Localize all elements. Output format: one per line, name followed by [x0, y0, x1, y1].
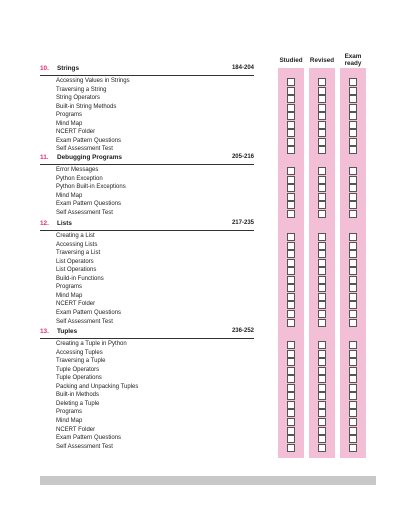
studied-checkbox[interactable] — [287, 242, 295, 250]
revised-checkbox[interactable] — [318, 146, 326, 154]
revised-checkbox[interactable] — [318, 350, 326, 358]
revised-checkbox[interactable] — [318, 310, 326, 318]
studied-checkbox[interactable] — [287, 392, 295, 400]
chapter-heading — [40, 65, 254, 76]
studied-checkbox[interactable] — [287, 444, 295, 452]
studied-checkbox[interactable] — [287, 293, 295, 301]
studied-checkbox[interactable] — [287, 375, 295, 383]
exam-ready-checkbox[interactable] — [349, 276, 357, 284]
revised-checkbox[interactable] — [318, 129, 326, 137]
topic-item: Python Built-in Exceptions — [56, 184, 126, 191]
revised-checkbox[interactable] — [318, 301, 326, 309]
studied-checkbox[interactable] — [287, 146, 295, 154]
exam-ready-checkbox[interactable] — [349, 176, 357, 184]
chapter-number: 12. — [40, 220, 49, 227]
studied-checkbox[interactable] — [287, 427, 295, 435]
revised-checkbox[interactable] — [318, 341, 326, 349]
revised-checkbox[interactable] — [318, 210, 326, 218]
exam-ready-checkbox[interactable] — [349, 401, 357, 409]
chapter-page-range: 184-204 — [231, 65, 254, 71]
chapter-heading — [40, 220, 254, 231]
exam-ready-checkbox[interactable] — [349, 129, 357, 137]
studied-checkbox[interactable] — [287, 301, 295, 309]
topic-item: Mind Map — [56, 417, 83, 424]
revised-checkbox[interactable] — [318, 104, 326, 112]
topic-item: Accessing Lists — [56, 241, 98, 248]
studied-checkbox[interactable] — [287, 78, 295, 86]
topic-item: NCERT Folder — [56, 129, 96, 136]
studied-checkbox[interactable] — [287, 401, 295, 409]
studied-checkbox[interactable] — [287, 276, 295, 284]
topic-item: Traversing a List — [56, 250, 101, 257]
exam-ready-checkbox[interactable] — [349, 444, 357, 452]
footer-bar — [40, 476, 376, 485]
exam-ready-checkbox[interactable] — [349, 267, 357, 275]
exam-ready-checkbox[interactable] — [349, 167, 357, 175]
topic-item: Mind Map — [56, 120, 83, 127]
exam-ready-checkbox[interactable] — [349, 121, 357, 129]
topic-item: Programs — [56, 409, 83, 416]
revised-checkbox[interactable] — [318, 184, 326, 192]
studied-checkbox[interactable] — [287, 409, 295, 417]
topic-item: NCERT Folder — [56, 301, 96, 308]
revised-checkbox[interactable] — [318, 319, 326, 327]
studied-checkbox[interactable] — [287, 259, 295, 267]
revised-checkbox[interactable] — [318, 233, 326, 241]
topic-item: Error Messages — [56, 167, 99, 173]
topic-item: Exam Pattern Questions — [56, 137, 122, 144]
topic-item: Built-in Methods — [56, 392, 100, 399]
studied-checkbox[interactable] — [287, 184, 295, 192]
chapter-title: Lists — [57, 220, 72, 227]
topic-item: Creating a Tuple in Python — [56, 341, 127, 347]
revised-checkbox[interactable] — [318, 293, 326, 301]
studied-checkbox[interactable] — [287, 435, 295, 443]
exam-ready-checkbox[interactable] — [349, 301, 357, 309]
exam-ready-checkbox[interactable] — [349, 350, 357, 358]
topic-item: Programs — [56, 112, 83, 119]
studied-checkbox[interactable] — [287, 418, 295, 426]
topic-item: Exam Pattern Questions — [56, 309, 122, 316]
studied-checkbox[interactable] — [287, 358, 295, 366]
revised-checkbox[interactable] — [318, 121, 326, 129]
exam-ready-checkbox[interactable] — [349, 242, 357, 250]
topic-item: Accessing Tuples — [56, 349, 103, 356]
exam-ready-checkbox[interactable] — [349, 358, 357, 366]
revised-checkbox[interactable] — [318, 193, 326, 201]
exam-ready-checkbox[interactable] — [349, 409, 357, 417]
topic-item: List Operators — [56, 258, 94, 265]
chapter-page-range: 236-252 — [231, 328, 254, 334]
topic-item: Tuple Operators — [56, 366, 100, 373]
topic-item: Built-in String Methods — [56, 103, 117, 110]
studied-checkbox[interactable] — [287, 367, 295, 375]
exam-ready-checkbox[interactable] — [349, 184, 357, 192]
revised-checkbox[interactable] — [318, 259, 326, 267]
topic-item: Traversing a Tuple — [56, 358, 106, 365]
exam-ready-checkbox[interactable] — [349, 138, 357, 146]
topic-item: Exam Pattern Questions — [56, 435, 122, 442]
revised-checkbox[interactable] — [318, 284, 326, 292]
chapter-page-range: 217-235 — [231, 220, 254, 226]
revised-checkbox[interactable] — [318, 392, 326, 400]
studied-checkbox[interactable] — [287, 250, 295, 258]
topic-item: List Operations — [56, 267, 97, 274]
studied-checkbox[interactable] — [287, 201, 295, 209]
exam-ready-checkbox[interactable] — [349, 193, 357, 201]
studied-checkbox[interactable] — [287, 138, 295, 146]
revised-checkbox[interactable] — [318, 409, 326, 417]
exam-ready-checkbox[interactable] — [349, 341, 357, 349]
chapter-number: 13. — [40, 328, 49, 335]
exam-ready-checkbox[interactable] — [349, 427, 357, 435]
studied-checkbox[interactable] — [287, 176, 295, 184]
topic-item: Self Assessment Test — [56, 146, 113, 153]
topic-item: Creating a List — [56, 233, 95, 239]
chapter-title: Strings — [57, 65, 80, 72]
topic-item: Self Assessment Test — [56, 318, 113, 325]
exam-ready-checkbox[interactable] — [349, 384, 357, 392]
chapter-number: 10. — [40, 65, 49, 72]
revised-checkbox[interactable] — [318, 242, 326, 250]
exam-ready-checkbox[interactable] — [349, 435, 357, 443]
revised-checkbox[interactable] — [318, 95, 326, 103]
topic-item: Traversing a String — [56, 86, 107, 93]
revised-checkbox[interactable] — [318, 112, 326, 120]
studied-checkbox[interactable] — [287, 284, 295, 292]
studied-checkbox[interactable] — [287, 121, 295, 129]
studied-checkbox[interactable] — [287, 350, 295, 358]
revised-checkbox[interactable] — [318, 138, 326, 146]
exam-ready-checkbox[interactable] — [349, 284, 357, 292]
topic-item: Python Exception — [56, 175, 103, 182]
chapter-title: Debugging Programs — [57, 154, 122, 161]
exam-ready-checkbox[interactable] — [349, 375, 357, 383]
topic-item: Mind Map — [56, 192, 83, 199]
revised-checkbox[interactable] — [318, 358, 326, 366]
studied-checkbox[interactable] — [287, 129, 295, 137]
studied-checkbox[interactable] — [287, 193, 295, 201]
studied-checkbox[interactable] — [287, 167, 295, 175]
revised-checkbox[interactable] — [318, 78, 326, 86]
chapter-number: 11. — [40, 154, 49, 161]
revised-checkbox[interactable] — [318, 401, 326, 409]
exam-ready-checkbox[interactable] — [349, 78, 357, 86]
studied-checkbox[interactable] — [287, 267, 295, 275]
revised-checkbox[interactable] — [318, 418, 326, 426]
topic-item: Programs — [56, 284, 83, 291]
studied-checkbox[interactable] — [287, 87, 295, 95]
topic-item: Tuple Operations — [56, 375, 102, 382]
topic-item: NCERT Folder — [56, 426, 96, 433]
topic-item: String Operators — [56, 95, 101, 102]
studied-checkbox[interactable] — [287, 319, 295, 327]
chapter-heading — [40, 154, 254, 165]
topic-item: Deleting a Tuple — [56, 400, 100, 407]
studied-checkbox[interactable] — [287, 341, 295, 349]
revised-checkbox[interactable] — [318, 435, 326, 443]
topic-item: Exam Pattern Questions — [56, 201, 122, 208]
revised-checkbox[interactable] — [318, 427, 326, 435]
topic-item: Self Assessment Test — [56, 443, 113, 450]
chapter-heading — [40, 328, 254, 339]
exam-ready-column-header: Exam ready — [344, 53, 362, 67]
studied-checkbox[interactable] — [287, 210, 295, 218]
exam-ready-checkbox[interactable] — [349, 293, 357, 301]
revised-checkbox[interactable] — [318, 201, 326, 209]
exam-ready-checkbox[interactable] — [349, 210, 357, 218]
exam-ready-checkbox[interactable] — [349, 233, 357, 241]
studied-checkbox[interactable] — [287, 310, 295, 318]
exam-ready-checkbox[interactable] — [349, 259, 357, 267]
exam-ready-checkbox[interactable] — [349, 112, 357, 120]
exam-ready-checkbox[interactable] — [349, 392, 357, 400]
revised-checkbox[interactable] — [318, 267, 326, 275]
revised-checkbox[interactable] — [318, 375, 326, 383]
topic-item: Build-in Functions — [56, 275, 104, 282]
revised-checkbox[interactable] — [318, 250, 326, 258]
studied-checkbox[interactable] — [287, 95, 295, 103]
revised-checkbox[interactable] — [318, 87, 326, 95]
exam-ready-checkbox[interactable] — [349, 104, 357, 112]
exam-ready-checkbox[interactable] — [349, 201, 357, 209]
studied-checkbox[interactable] — [287, 104, 295, 112]
studied-checkbox[interactable] — [287, 233, 295, 241]
exam-ready-checkbox[interactable] — [349, 319, 357, 327]
exam-ready-checkbox[interactable] — [349, 367, 357, 375]
studied-checkbox[interactable] — [287, 384, 295, 392]
revised-checkbox[interactable] — [318, 367, 326, 375]
exam-ready-checkbox[interactable] — [349, 250, 357, 258]
revised-checkbox[interactable] — [318, 276, 326, 284]
topic-item: Mind Map — [56, 292, 83, 299]
exam-ready-checkbox[interactable] — [349, 87, 357, 95]
exam-ready-checkbox[interactable] — [349, 418, 357, 426]
topic-item: Self Assessment Test — [56, 209, 113, 216]
exam-ready-checkbox[interactable] — [349, 310, 357, 318]
revised-checkbox[interactable] — [318, 167, 326, 175]
studied-checkbox[interactable] — [287, 112, 295, 120]
revised-checkbox[interactable] — [318, 176, 326, 184]
revised-checkbox[interactable] — [318, 444, 326, 452]
revised-column-header: Revised — [309, 57, 335, 64]
revised-checkbox[interactable] — [318, 384, 326, 392]
topic-item: Accessing Values in Strings — [56, 78, 130, 84]
topic-item: Packing and Unpacking Tuples — [56, 383, 139, 390]
chapter-title: Tuples — [57, 328, 78, 335]
exam-ready-checkbox[interactable] — [349, 146, 357, 154]
studied-column-header: Studied — [279, 57, 303, 64]
exam-ready-checkbox[interactable] — [349, 95, 357, 103]
chapter-page-range: 205-216 — [231, 154, 254, 160]
